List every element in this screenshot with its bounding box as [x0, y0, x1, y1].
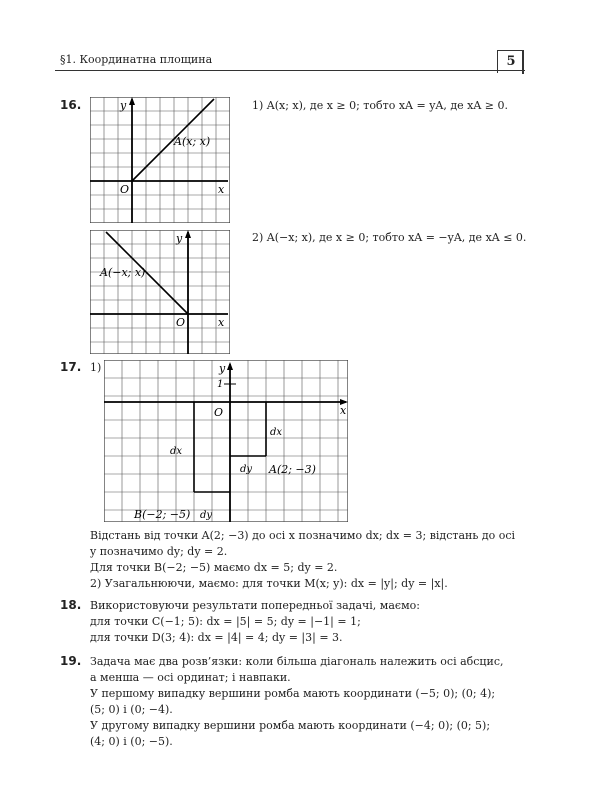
y-axis-label: y [176, 232, 183, 245]
problem-16-item-1: 1) A(x; x), де x ≥ 0; тобто xA = yA, де xA ≥ 0. [252, 99, 508, 112]
problem-17-line-1: Відстань від точки A(2; −3) до осі x позначимо dx; dx = 3; відстань до осі [90, 529, 516, 542]
problem-17-item-1-marker: 1) [90, 361, 102, 374]
x-axis-label: x [218, 316, 225, 329]
problem-18-number: 18. [60, 598, 82, 612]
problem-19-line-6: (4; 0) і (0; −5). [90, 735, 173, 748]
graph-17 [104, 360, 348, 522]
problem-17-line-3: Для точки B(−2; −5) маємо dx = 5; dy = 2. [90, 561, 338, 574]
header-rule [55, 70, 525, 71]
problem-19-line-4: (5; 0) і (0; −4). [90, 703, 173, 716]
page-number: 5 [497, 50, 524, 73]
problem-18-line-3: для точки D(3; 4): dx = |4| = 4; dy = |3| = 3. [90, 631, 343, 644]
unit-label: 1 [217, 379, 224, 390]
point-a-label: A(2; −3) [269, 463, 316, 476]
x-axis-label: x [218, 183, 225, 196]
origin-label: O [120, 183, 130, 196]
graph-16-2 [90, 230, 230, 354]
origin-label: O [214, 406, 224, 419]
dx-label-a: dx [270, 427, 283, 438]
problem-19-line-1: Задача має два розв’язки: коли більша діагональ належить осі абсцис, [90, 655, 504, 668]
dy-label-b: dy [200, 510, 213, 521]
point-b-label: B(−2; −5) [134, 508, 191, 521]
running-header: §1. Координатна площина [60, 53, 213, 66]
problem-18-line-1: Використовуючи результати попередньої задачі, маємо: [90, 599, 420, 612]
problem-19-line-3: У першому випадку вершини ромба мають координати (−5; 0); (0; 4); [90, 687, 496, 700]
problem-19-line-5: У другому випадку вершини ромба мають координати (−4; 0); (0; 5); [90, 719, 491, 732]
graph-16-1 [90, 97, 230, 223]
problem-17-number: 17. [60, 360, 82, 374]
dx-label-b: dx [170, 446, 183, 457]
problem-19-line-2: а менша — осі ординат; і навпаки. [90, 671, 291, 684]
problem-19-number: 19. [60, 654, 82, 668]
point-a-label: A(−x; x) [100, 266, 146, 279]
dy-label-a: dy [240, 464, 253, 475]
problem-17-line-4: 2) Узагальнюючи, маємо: для точки M(x; y): dx = |y|; dy = |x|. [90, 577, 448, 590]
y-axis-label: y [219, 362, 226, 375]
y-axis-label: y [120, 99, 127, 112]
origin-label: O [176, 316, 186, 329]
x-axis-label: x [340, 404, 347, 417]
problem-17-line-2: y позначимо dy; dy = 2. [90, 545, 228, 558]
problem-18-line-2: для точки C(−1; 5): dx = |5| = 5; dy = |−1| = 1; [90, 615, 361, 628]
problem-16-number: 16. [60, 98, 82, 112]
page-number-shadow [522, 50, 524, 74]
problem-16-item-2: 2) A(−x; x), де x ≥ 0; тобто xA = −yA, де xA ≤ 0. [252, 231, 527, 244]
point-a-label: A(x; x) [174, 135, 211, 148]
